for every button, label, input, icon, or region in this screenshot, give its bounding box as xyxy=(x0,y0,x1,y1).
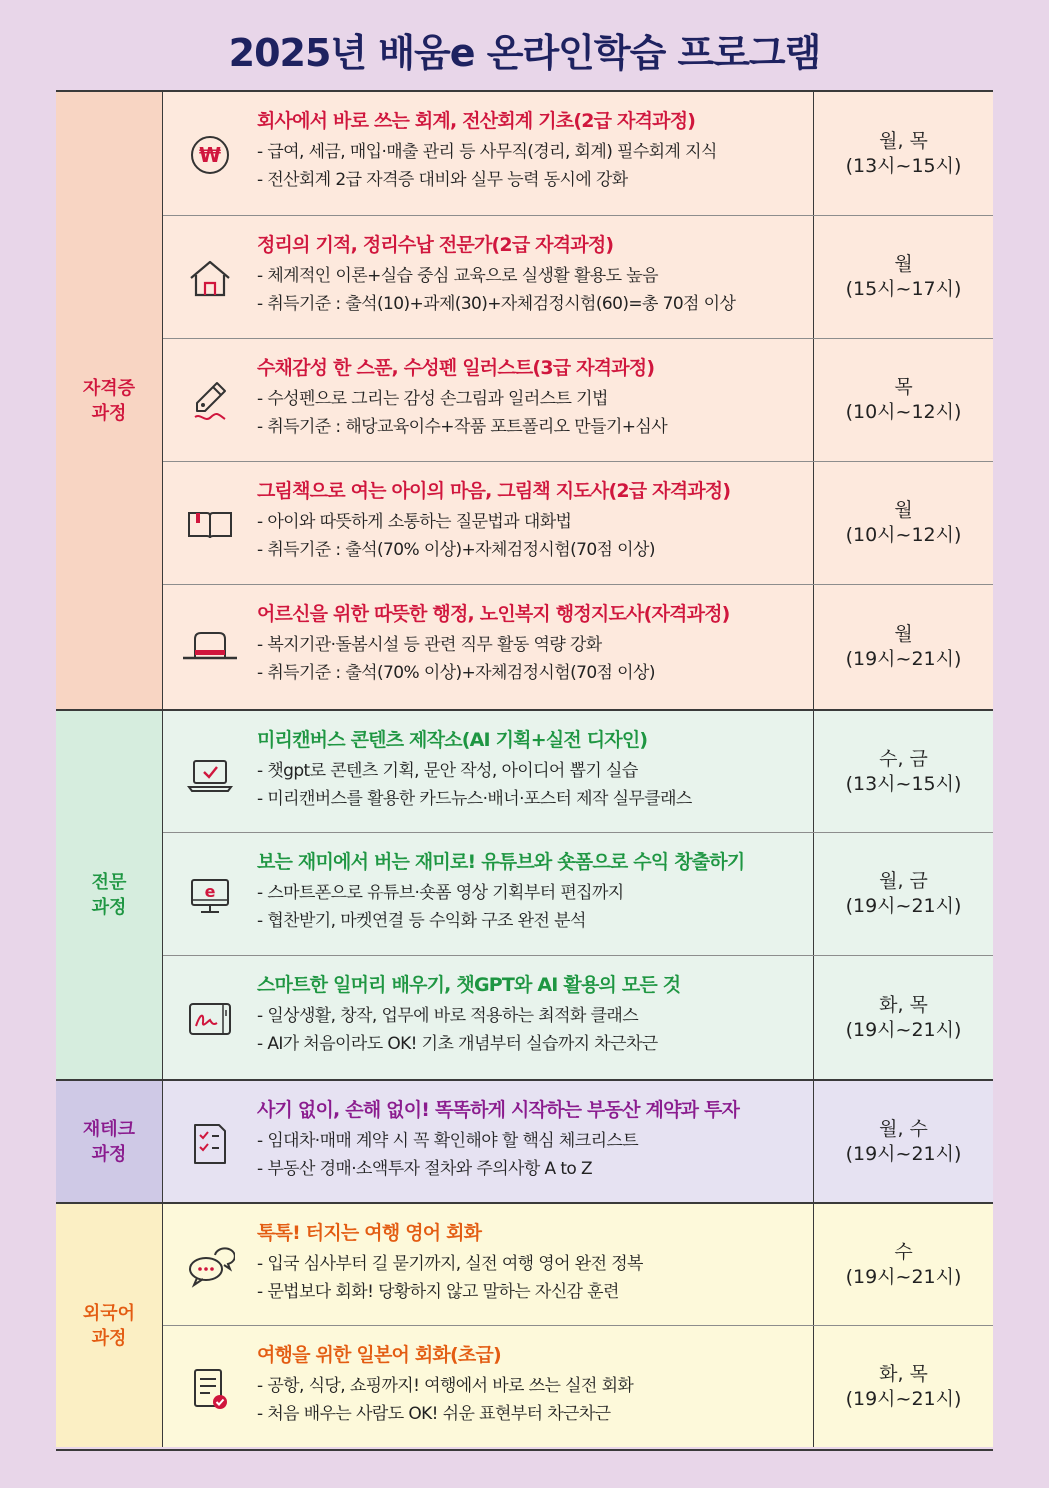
course-desc: - 취득기준 : 출석(70% 이상)+자체검정시험(70점 이상) xyxy=(257,540,655,560)
schedule-day: 월 xyxy=(894,623,913,645)
laptop-check-icon xyxy=(185,749,235,799)
category-label: 과정 xyxy=(91,897,127,918)
schedule xyxy=(813,339,993,461)
schedule-time: (19시~21시) xyxy=(845,648,962,670)
course-desc: - 문법보다 회화! 당황하지 않고 말하는 자신감 훈련 xyxy=(257,1282,619,1302)
category-professional xyxy=(56,709,163,1079)
schedule xyxy=(813,833,993,955)
course-desc: - 공항, 식당, 쇼핑까지! 여행에서 바로 쓰는 실전 회화 xyxy=(257,1376,634,1396)
category-label: 과정 xyxy=(91,1327,127,1349)
schedule-day: 월 xyxy=(894,499,913,521)
course-row xyxy=(163,461,993,584)
category-label: 과정 xyxy=(91,1143,127,1165)
schedule-time: (19시~21시) xyxy=(845,895,962,917)
schedule-day: 수 xyxy=(894,1240,913,1263)
course-title: 수채감성 한 스푼, 수성펜 일러스트(3급 자격과정) xyxy=(257,357,655,379)
course-title: 톡톡! 터지는 여행 영어 회화 xyxy=(257,1222,482,1244)
course-desc: - 아이와 따뜻하게 소통하는 질문법과 대화법 xyxy=(257,512,572,532)
schedule-time: (19시~21시) xyxy=(845,1265,962,1288)
course-row xyxy=(163,1325,993,1447)
schedule xyxy=(813,1326,993,1447)
course-row xyxy=(163,955,993,1079)
schedule-day: 목 xyxy=(894,376,913,398)
schedule-day: 수, 금 xyxy=(879,747,928,770)
course-desc: - 취득기준 : 출석(10)+과제(30)+자체검정시험(60)=총 70점 이상 xyxy=(257,294,736,314)
category-label: 전문 xyxy=(91,872,127,893)
course-desc: - 수성펜으로 그리는 감성 손그림과 일러스트 기법 xyxy=(257,389,608,409)
schedule-time: (13시~15시) xyxy=(845,154,962,177)
document-check-icon xyxy=(185,1364,235,1414)
schedule-time: (15시~17시) xyxy=(845,278,962,300)
chat-bubbles-icon xyxy=(185,1242,235,1292)
schedule xyxy=(813,956,993,1079)
schedule xyxy=(813,92,993,215)
category-finance xyxy=(56,1079,163,1202)
course-desc: - 스마트폰으로 유튜브·숏폼 영상 기획부터 편집까지 xyxy=(257,883,624,903)
course-desc: - 처음 배우는 사람도 OK! 쉬운 표현부터 차근차근 xyxy=(257,1404,611,1424)
monitor-e-icon xyxy=(185,871,235,921)
open-book-icon xyxy=(185,500,235,550)
schedule-day: 월, 금 xyxy=(879,870,928,892)
schedule xyxy=(813,585,993,709)
course-row xyxy=(163,584,993,709)
course-desc: - 임대차·매매 계약 시 꼭 확인해야 할 핵심 체크리스트 xyxy=(257,1131,639,1151)
schedule-day: 화, 목 xyxy=(879,993,928,1016)
house-icon xyxy=(185,254,235,304)
svg-text:e: e xyxy=(204,882,216,901)
category-label: 외국어 xyxy=(82,1302,136,1324)
course-desc: - 급여, 세금, 매입·매출 관리 등 사무직(경리, 회계) 필수회계 지식 xyxy=(257,142,717,162)
course-title: 여행을 위한 일본어 회화(초급) xyxy=(257,1344,501,1366)
schedule xyxy=(813,1204,993,1325)
course-row xyxy=(163,832,993,955)
course-title: 보는 재미에서 버는 재미로! 유튜브와 숏폼으로 수익 창출하기 xyxy=(257,851,745,873)
course-desc: - 미리캔버스를 활용한 카드뉴스·배너·포스터 제작 실무클래스 xyxy=(257,789,692,809)
program-table xyxy=(56,90,993,1451)
course-desc: - 부동산 경매·소액투자 절차와 주의사항 A to Z xyxy=(257,1159,593,1179)
course-desc: - 취득기준 : 출석(70% 이상)+자체검정시험(70점 이상) xyxy=(257,663,655,683)
course-title: 스마트한 일머리 배우기, 챗GPT와 AI 활용의 모든 것 xyxy=(257,974,681,996)
course-desc: - 복지기관·돌봄시설 등 관련 직무 활동 역량 강화 xyxy=(257,635,602,655)
schedule-time: (10시~12시) xyxy=(845,401,962,423)
course-title: 어르신을 위한 따뜻한 행정, 노인복지 행정지도사(자격과정) xyxy=(257,603,730,625)
course-desc: - 체계적인 이론+실습 중심 교육으로 실생활 활용도 높음 xyxy=(257,266,658,286)
course-title: 정리의 기적, 정리수납 전문가(2급 자격과정) xyxy=(257,234,614,256)
svg-text:₩: ₩ xyxy=(198,143,222,167)
schedule-time: (13시~15시) xyxy=(845,772,962,795)
hat-icon xyxy=(179,623,241,673)
course-desc: - 일상생활, 창작, 업무에 바로 적용하는 최적화 클래스 xyxy=(257,1006,639,1026)
checklist-icon xyxy=(185,1119,235,1169)
schedule xyxy=(813,216,993,338)
schedule-day: 월, 수 xyxy=(879,1117,928,1140)
course-title: 회사에서 바로 쓰는 회계, 전산회계 기초(2급 자격과정) xyxy=(257,110,696,132)
won-coin-icon xyxy=(185,130,235,180)
category-label: 자격증 xyxy=(82,377,136,399)
course-title: 그림책으로 여는 아이의 마음, 그림책 지도사(2급 자격과정) xyxy=(257,480,731,502)
pen-nib-icon xyxy=(185,377,235,427)
course-desc: - 취득기준 : 해당교육이수+작품 포트폴리오 만들기+심사 xyxy=(257,417,668,437)
course-row xyxy=(163,92,993,215)
course-row xyxy=(163,709,993,832)
course-row xyxy=(163,1202,993,1325)
schedule-time: (19시~21시) xyxy=(845,1387,962,1410)
category-certificate xyxy=(56,92,163,709)
course-row xyxy=(163,1079,993,1202)
schedule-day: 월 xyxy=(894,253,913,275)
course-desc: - 챗gpt로 콘텐츠 기획, 문안 작성, 아이디어 뽑기 실습 xyxy=(257,761,638,781)
schedule xyxy=(813,462,993,584)
category-label: 재테크 xyxy=(82,1118,136,1140)
schedule-time: (10시~12시) xyxy=(845,524,962,546)
tablet-pen-icon xyxy=(185,994,235,1044)
course-desc: - AI가 처음이라도 OK! 기초 개념부터 실습까지 차근차근 xyxy=(257,1034,658,1054)
course-desc: - 전산회계 2급 자격증 대비와 실무 능력 동시에 강화 xyxy=(257,170,628,190)
course-desc: - 협찬받기, 마켓연결 등 수익화 구조 완전 분석 xyxy=(257,911,586,931)
schedule-time: (19시~21시) xyxy=(845,1142,962,1165)
schedule-day: 월, 목 xyxy=(879,129,928,152)
schedule xyxy=(813,1081,993,1202)
schedule xyxy=(813,711,993,832)
category-language xyxy=(56,1202,163,1447)
course-row xyxy=(163,215,993,338)
schedule-time: (19시~21시) xyxy=(845,1018,962,1041)
schedule-day: 화, 목 xyxy=(879,1362,928,1385)
course-title: 미리캔버스 콘텐츠 제작소(AI 기획+실전 디자인) xyxy=(257,729,648,751)
category-label: 과정 xyxy=(91,402,127,424)
course-row xyxy=(163,338,993,461)
course-desc: - 입국 심사부터 길 묻기까지, 실전 여행 영어 완전 정복 xyxy=(257,1254,643,1274)
page-title: 2025년 배움e 온라인학습 프로그램 xyxy=(228,31,821,75)
course-title: 사기 없이, 손해 없이! 똑똑하게 시작하는 부동산 계약과 투자 xyxy=(257,1099,740,1121)
